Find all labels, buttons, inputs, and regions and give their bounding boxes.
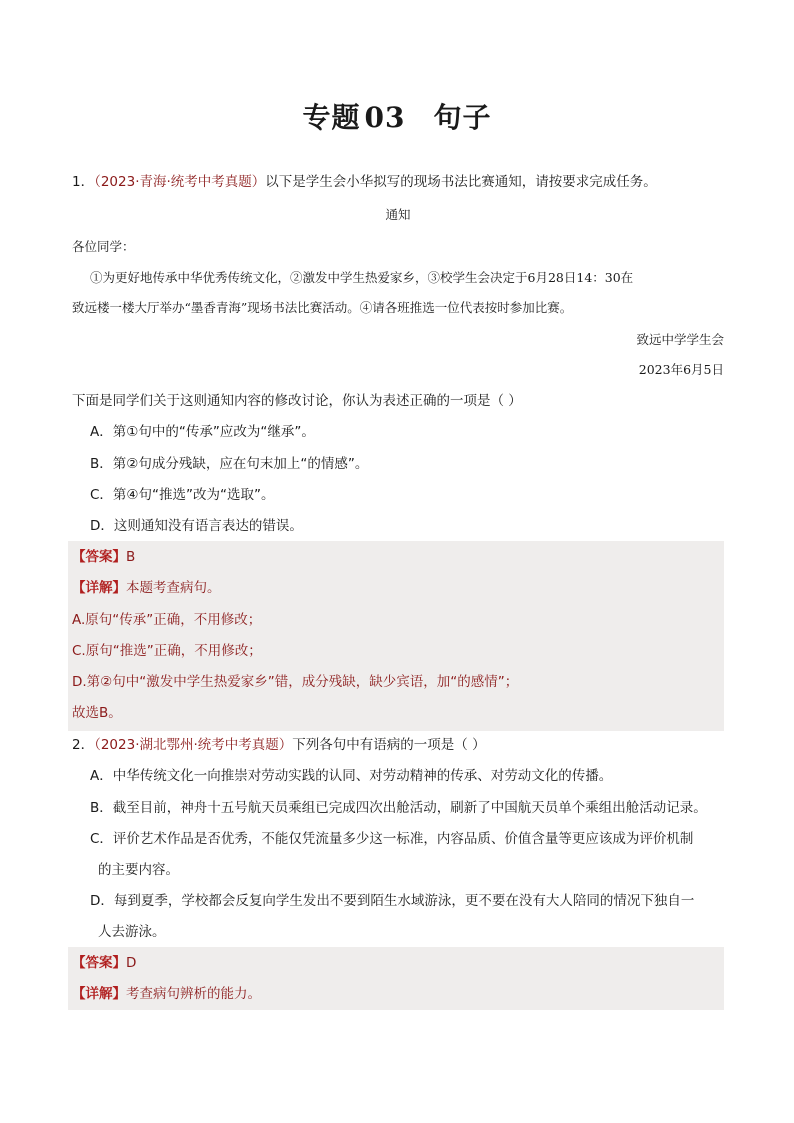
q2-answer <box>72 953 724 973</box>
q2-answer-value: D <box>126 955 137 971</box>
q1-option-b: B．第②句成分残缺，应在句末加上“的情感”。 <box>90 456 369 472</box>
q1-option-c: C．第④句“推选”改为“选取”。 <box>90 487 275 503</box>
q1-stem-text: 以下是学生会小华拟写的现场书法比赛通知，请按要求完成任务。 <box>265 174 657 190</box>
q1-conclusion: 故选B。 <box>72 705 122 721</box>
q2-source: （2023·湖北鄂州·统考中考真题） <box>94 737 293 753</box>
q2-detail <box>72 984 724 1004</box>
notice-date: 2023年6月5日 <box>638 362 724 377</box>
q2-option-c: C．评价艺术作品是否优秀，不能仅凭流量多少这一标准，内容品质、价值含量等更应该成为评价机制 <box>90 831 694 847</box>
q1-question: 下面是同学们关于这则通知内容的修改讨论，你认为表述正确的一项是（ ） <box>72 393 522 409</box>
q1-analysis-d: D.第②句中“激发中学生热爱家乡”错，成分残缺，缺少宾语，加“的感情”； <box>72 674 519 690</box>
notice-body-line-2: 致远楼一楼大厅举办“墨香青海”现场书法比赛活动。④请各班推选一位代表按时参加比赛。 <box>72 300 573 315</box>
q1-option-a: A．第①句中的“传承”应改为“继承”。 <box>90 424 315 440</box>
notice-title: 通知 <box>385 207 411 222</box>
q2-detail-text: 考查病句辨析的能力。 <box>126 986 261 1002</box>
q1-detail-label: 【详解】 <box>72 580 126 596</box>
q1-stem <box>72 172 724 192</box>
q2-option-a: A．中华传统文化一向推崇对劳动实践的认同、对劳动精神的传承、对劳动文化的传播。 <box>90 768 613 784</box>
q1-answer-value: B <box>126 549 136 565</box>
q1-answer-label: 【答案】 <box>72 549 126 565</box>
title-main: 专题 <box>302 101 361 134</box>
q2-answer-label: 【答案】 <box>72 955 126 971</box>
title-topic: 句子 <box>433 101 492 134</box>
page-title <box>0 96 794 136</box>
notice-body-line-1: ①为更好地传承中华优秀传统文化，②激发中学生热爱家乡，③校学生会决定于6月28日14：30在 <box>90 270 634 285</box>
q2-detail-label: 【详解】 <box>72 986 126 1002</box>
title-number: 03 <box>364 101 406 134</box>
q1-source: （2023·青海·统考中考真题） <box>94 174 266 190</box>
q2-option-b: B．截至目前，神舟十五号航天员乘组已完成四次出舱活动，刷新了中国航天员单个乘组出舱活动记录。 <box>90 800 707 816</box>
q2-stem-text: 下列各句中有语病的一项是（ ） <box>292 737 486 753</box>
q1-number: 1． <box>72 174 95 190</box>
q2-stem <box>72 735 724 755</box>
q1-analysis-a: A.原句“传承”正确，不用修改； <box>72 612 262 628</box>
q1-detail-text: 本题考查病句。 <box>126 580 221 596</box>
notice-signature: 致远中学学生会 <box>636 332 724 347</box>
q2-number: 2． <box>72 737 95 753</box>
q1-detail <box>72 578 724 598</box>
q1-analysis-c: C.原句“推选”正确，不用修改； <box>72 643 262 659</box>
notice-greeting: 各位同学： <box>72 239 135 254</box>
q2-option-d-cont: 人去游泳。 <box>98 924 166 940</box>
q2-option-d: D．每到夏季，学校都会反复向学生发出不要到陌生水域游泳，更不要在没有大人陪同的情况下独自一 <box>90 893 695 909</box>
q1-option-d: D．这则通知没有语言表达的错误。 <box>90 518 303 534</box>
q1-answer <box>72 547 724 567</box>
q2-option-c-cont: 的主要内容。 <box>98 862 179 878</box>
